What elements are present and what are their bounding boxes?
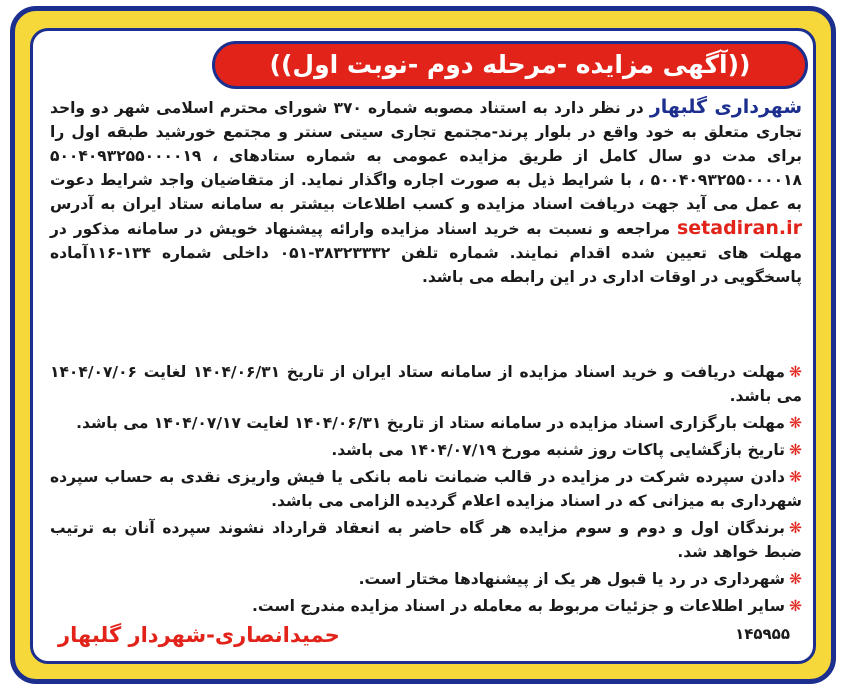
- condition-text: مهلت دریافت و خرید اسناد مزایده از سامانه ستاد ایران از تاریخ ۱۴۰۴/۰۶/۳۱ لغایت ۱۴۰۴/۰۷/۰۶ می باشد.: [50, 363, 802, 405]
- condition-text: مهلت بارگزاری اسناد مزایده در سامانه ستاد از تاریخ ۱۴۰۴/۰۶/۳۱ لغایت ۱۴۰۴/۰۷/۱۷ می باشد.: [76, 414, 785, 432]
- intro-text-1: در نظر دارد به استناد مصوبه شماره ۳۷۰ شورای محترم اسلامی شهر دو واحد تجاری متعلق به خود واقع در بلوار پرند-مجتمع تجاری سیتی سنتر و مجتمع خورشید طبقه اول را برای مدت دو سال کامل از طریق مزایده عمومی به شماره ستادهای: [50, 99, 802, 165]
- condition-item: [50, 516, 802, 564]
- condition-text: سایر اطلاعات و جزئیات مربوط به معامله در اسناد مزایده مندرج است.: [252, 597, 785, 615]
- condition-item: [50, 360, 802, 408]
- ad-code: ۱۴۵۹۵۵: [735, 625, 790, 643]
- condition-item: [50, 594, 802, 618]
- condition-text: تاریخ بازگشایی پاکات روز شنبه مورخ ۱۴۰۴/۰۷/۱۹ می باشد.: [331, 441, 785, 459]
- website-link[interactable]: setadiran.ir: [676, 217, 802, 239]
- condition-item: [50, 567, 802, 591]
- bullet-icon: ❋: [789, 414, 802, 432]
- bullet-icon: ❋: [789, 441, 802, 459]
- intro-paragraph: [50, 95, 802, 289]
- conditions-list: [50, 360, 802, 621]
- tender-numbers: ۵۰۰۴۰۹۳۲۵۵۰۰۰۰۱۹ ، ۵۰۰۴۰۹۳۲۵۵۰۰۰۰۱۸: [50, 147, 802, 189]
- intro-text-2: ، با شرایط ذیل به صورت اجاره واگذار نماید. از متقاضیان واجد شرایط دعوت به عمل می آید جهت دریافت اسناد مزایده و کسب اطلاعات بیشتر به سامانه ستاد ایران به آدرس: [50, 171, 802, 213]
- condition-text: شهرداری در رد یا قبول هر یک از پیشنهادها مختار است.: [358, 570, 785, 588]
- bullet-icon: ❋: [789, 597, 802, 615]
- signature: حمیدانصاری-شهردار گلبهار: [58, 623, 340, 647]
- bullet-icon: ❋: [789, 468, 802, 486]
- organization-name: شهرداری گلبهار: [649, 96, 803, 118]
- bullet-icon: ❋: [789, 570, 802, 588]
- condition-item: [50, 465, 802, 513]
- condition-text: برندگان اول و دوم و سوم مزایده هر گاه حاضر به انعقاد قرارداد نشوند سپرده آنان به ترتیب ضبط خواهد شد.: [50, 519, 802, 561]
- title-banner: ((آگهی مزایده -مرحله دوم -نوبت اول)): [212, 41, 808, 89]
- intro-text-3: مراجعه و نسبت به خرید اسناد مزایده وارائه پیشنهاد خویش در سامانه مذکور در مهلت های تعیین شده اقدام نمایند. شماره تلفن ۳۸۳۲۳۳۳۲-۰۵۱ داخلی شماره ۱۳۴-۱۱۶آماده پاسخگویی در اوقات اداری در این رابطه می باشد.: [50, 220, 802, 286]
- bullet-icon: ❋: [789, 363, 802, 381]
- condition-item: [50, 438, 802, 462]
- condition-text: دادن سپرده شرکت در مزایده در قالب ضمانت نامه بانکی یا فیش واریزی نقدی به حساب سپرده شهرداری به میزانی که در اسناد مزایده اعلام گردیده الزامی می باشد.: [50, 468, 802, 510]
- bullet-icon: ❋: [789, 519, 802, 537]
- condition-item: [50, 411, 802, 435]
